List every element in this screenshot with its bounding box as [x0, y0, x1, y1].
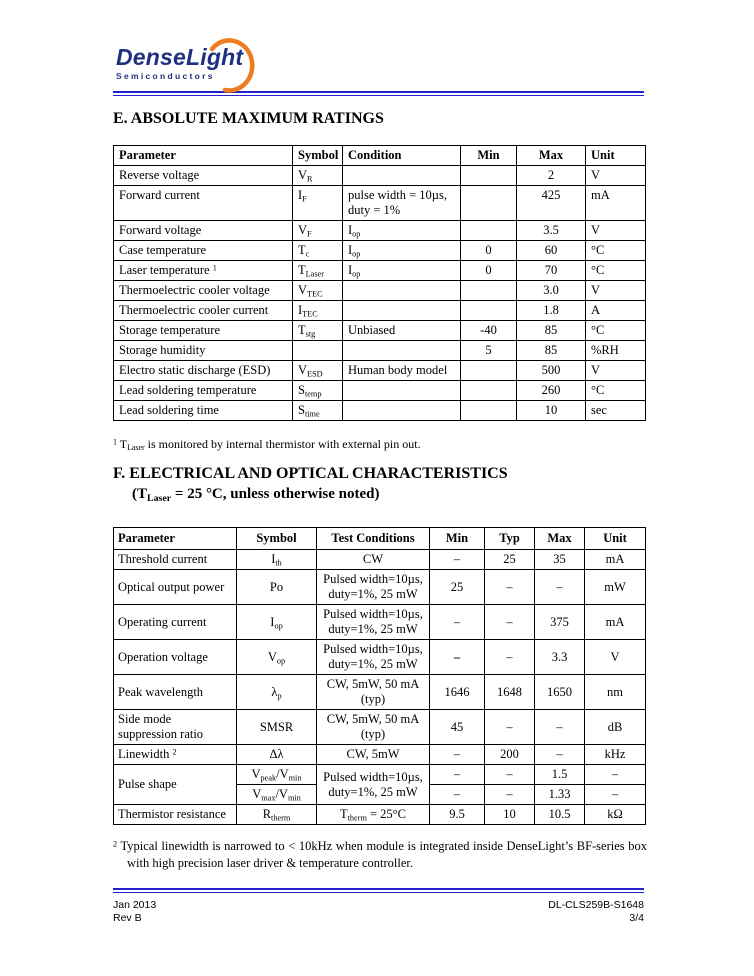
cell: kΩ: [585, 805, 646, 825]
table-row: [114, 166, 646, 186]
cell: 70: [517, 261, 586, 281]
logo-tagline-text: Semiconductors: [116, 71, 215, 81]
cell: Unbiased: [343, 321, 461, 341]
cell: sec: [586, 401, 646, 421]
section-f-subtitle: ($T_{Laser} = 25$ °C, unless otherwise noted): [132, 486, 380, 504]
footer-revision: Rev B: [113, 912, 142, 924]
cell: V: [585, 640, 646, 675]
cell: –: [535, 710, 585, 745]
cell: 1.5: [535, 765, 585, 785]
cell: pulse width = 10µs, duty = 1%: [343, 186, 461, 221]
cell: CW, 5mW: [317, 745, 430, 765]
cell: [343, 301, 461, 321]
column-header: Typ: [485, 528, 535, 550]
cell: 60: [517, 241, 586, 261]
cell: 1.33: [535, 785, 585, 805]
cell: Thermistor resistance: [114, 805, 237, 825]
column-header: Min: [430, 528, 485, 550]
cell: 500: [517, 361, 586, 381]
electrical-optical-characteristics-table: [113, 527, 646, 825]
table-row: [114, 186, 646, 221]
table-row: [114, 381, 646, 401]
cell: [293, 341, 343, 361]
cell: dB: [585, 710, 646, 745]
cell: CW, 5mW, 50 mA (typ): [317, 710, 430, 745]
cell: V: [586, 281, 646, 301]
cell: 3.0: [517, 281, 586, 301]
column-header: Parameter: [114, 528, 237, 550]
cell: –: [430, 785, 485, 805]
cell: Forward current: [114, 186, 293, 221]
cell: CW, 5mW, 50 mA (typ): [317, 675, 430, 710]
table-row: [114, 301, 646, 321]
table-row: [114, 321, 646, 341]
table-row: [114, 745, 646, 765]
cell: mA: [586, 186, 646, 221]
cell: Laser temperature $^1$: [114, 261, 293, 281]
page-footer: [113, 899, 644, 925]
footer-doc-number: DL-CLS259B-S1648: [548, 899, 644, 911]
header-row: [114, 146, 646, 166]
cell: 85: [517, 321, 586, 341]
cell: CW: [317, 550, 430, 570]
table-row: [114, 241, 646, 261]
cell: Side mode suppression ratio: [114, 710, 237, 745]
cell: –: [585, 765, 646, 785]
cell: 1650: [535, 675, 585, 710]
column-header: Condition: [343, 146, 461, 166]
table-row: [114, 361, 646, 381]
cell: Peak wavelength: [114, 675, 237, 710]
cell: Forward voltage: [114, 221, 293, 241]
column-header: Max: [517, 146, 586, 166]
cell: 9.5: [430, 805, 485, 825]
cell: Operation voltage: [114, 640, 237, 675]
cell: 0: [461, 241, 517, 261]
cell: SMSR: [237, 710, 317, 745]
cell: [461, 401, 517, 421]
cell: V: [586, 361, 646, 381]
column-header: Parameter: [114, 146, 293, 166]
cell: $T_{stg}$: [293, 321, 343, 341]
cell: 2: [517, 166, 586, 186]
cell: –: [485, 785, 535, 805]
cell: Lead soldering temperature: [114, 381, 293, 401]
cell: $V_{op}$: [237, 640, 317, 675]
cell: Thermoelectric cooler voltage: [114, 281, 293, 301]
cell: [343, 341, 461, 361]
cell: 375: [535, 605, 585, 640]
cell: –: [430, 605, 485, 640]
table-row: [114, 341, 646, 361]
table-row: [114, 570, 646, 605]
column-header: Test Conditions: [317, 528, 430, 550]
cell: mA: [585, 550, 646, 570]
footnote-2: $^2$ Typical linewidth is narrowed to < 10kHz when module is integrated inside DenseLight’s BF-series box with high precision laser driver & temperature controller.: [113, 839, 647, 870]
cell: $I_{TEC}$: [293, 301, 343, 321]
cell: Storage humidity: [114, 341, 293, 361]
footer-right: [548, 899, 644, 925]
table-row: [114, 261, 646, 281]
table-row: [114, 805, 646, 825]
cell: $T_{Laser}$: [293, 261, 343, 281]
column-header: Max: [535, 528, 585, 550]
cell: –: [485, 765, 535, 785]
cell: 1648: [485, 675, 535, 710]
cell: $V_{TEC}$: [293, 281, 343, 301]
cell: [461, 221, 517, 241]
cell: Case temperature: [114, 241, 293, 261]
cell: Human body model: [343, 361, 461, 381]
cell: °C: [586, 321, 646, 341]
cell: Lead soldering time: [114, 401, 293, 421]
cell: $I_{op}$: [343, 241, 461, 261]
cell: V: [586, 221, 646, 241]
cell: Pulsed width=10µs, duty=1%, 25 mW: [317, 605, 430, 640]
cell: $T_c$: [293, 241, 343, 261]
cell: –: [430, 745, 485, 765]
table-row: [114, 765, 646, 785]
header-row: [114, 528, 646, 550]
cell: mW: [585, 570, 646, 605]
cell: $I_{op}$: [343, 261, 461, 281]
cell: Pulsed width=10µs, duty=1%, 25 mW: [317, 765, 430, 805]
section-f-title: F. ELECTRICAL AND OPTICAL CHARACTERISTICS: [113, 465, 508, 482]
cell: °C: [586, 241, 646, 261]
cell: $V_{peak}/V_{min}$: [237, 765, 317, 785]
logo: [116, 44, 286, 94]
cell: Operating current: [114, 605, 237, 640]
cell: Reverse voltage: [114, 166, 293, 186]
cell: [461, 281, 517, 301]
footer-left: [113, 899, 156, 925]
cell: [343, 281, 461, 301]
cell: –: [585, 785, 646, 805]
cell: Pulsed width=10µs, duty=1%, 25 mW: [317, 570, 430, 605]
cell: Pulse shape: [114, 765, 237, 805]
cell: $S_{temp}$: [293, 381, 343, 401]
cell: 3.3: [535, 640, 585, 675]
cell: $V_{max}/V_{min}$: [237, 785, 317, 805]
cell: Δλ: [237, 745, 317, 765]
column-header: Unit: [585, 528, 646, 550]
cell: -40: [461, 321, 517, 341]
cell: $\lambda_p$: [237, 675, 317, 710]
cell: 10: [485, 805, 535, 825]
column-header: Symbol: [237, 528, 317, 550]
cell: [343, 401, 461, 421]
cell: Optical output power: [114, 570, 237, 605]
horizontal-rule-bottom: [113, 888, 644, 893]
table-row: [114, 710, 646, 745]
cell: Threshold current: [114, 550, 237, 570]
cell: Electro static discharge (ESD): [114, 361, 293, 381]
cell: 0: [461, 261, 517, 281]
cell: 25: [485, 550, 535, 570]
table-row: [114, 550, 646, 570]
cell: –: [485, 710, 535, 745]
column-header: Symbol: [293, 146, 343, 166]
cell: $R_{therm}$: [237, 805, 317, 825]
cell: kHz: [585, 745, 646, 765]
cell: 1646: [430, 675, 485, 710]
cell: mA: [585, 605, 646, 640]
column-header: Unit: [586, 146, 646, 166]
cell: A: [586, 301, 646, 321]
table-row: [114, 605, 646, 640]
absolute-maximum-ratings-table: [113, 145, 646, 421]
cell: 45: [430, 710, 485, 745]
cell: –: [430, 765, 485, 785]
cell: Storage temperature: [114, 321, 293, 341]
cell: $I_F$: [293, 186, 343, 221]
cell: [343, 166, 461, 186]
cell: [461, 186, 517, 221]
cell: $V_{ESD}$: [293, 361, 343, 381]
cell: [461, 301, 517, 321]
cell: [461, 381, 517, 401]
cell: Thermoelectric cooler current: [114, 301, 293, 321]
table-row: [114, 221, 646, 241]
cell: °C: [586, 261, 646, 281]
logo-brand-text: DenseLight: [116, 44, 244, 70]
cell: 85: [517, 341, 586, 361]
cell: [461, 166, 517, 186]
cell: –: [485, 605, 535, 640]
cell: $I_{th}$: [237, 550, 317, 570]
cell: Pulsed width=10µs, duty=1%, 25 mW: [317, 640, 430, 675]
cell: –: [485, 640, 535, 675]
cell: 25: [430, 570, 485, 605]
table-row: [114, 640, 646, 675]
cell: $I_{op}$: [343, 221, 461, 241]
cell: [343, 381, 461, 401]
cell: $S_{time}$: [293, 401, 343, 421]
cell: nm: [585, 675, 646, 710]
section-e-title: E. ABSOLUTE MAXIMUM RATINGS: [113, 110, 384, 127]
horizontal-rule-top: [113, 91, 644, 96]
cell: Linewidth $^2$: [114, 745, 237, 765]
cell: [461, 361, 517, 381]
cell: –: [535, 745, 585, 765]
cell: $I_{op}$: [237, 605, 317, 640]
cell: Po: [237, 570, 317, 605]
cell: –: [485, 570, 535, 605]
table-row: [114, 281, 646, 301]
cell: –: [430, 640, 485, 675]
column-header: Min: [461, 146, 517, 166]
cell: 200: [485, 745, 535, 765]
footnote-1: $^1$ $T_{Laser}$ is monitored by internal thermistor with external pin out.: [113, 437, 421, 453]
cell: 10: [517, 401, 586, 421]
cell: 425: [517, 186, 586, 221]
cell: 35: [535, 550, 585, 570]
table-row: [114, 401, 646, 421]
cell: %RH: [586, 341, 646, 361]
cell: –: [535, 570, 585, 605]
cell: –: [430, 550, 485, 570]
cell: $T_{therm} = 25^\circ C$: [317, 805, 430, 825]
cell: $V_R$: [293, 166, 343, 186]
cell: °C: [586, 381, 646, 401]
cell: V: [586, 166, 646, 186]
cell: $V_F$: [293, 221, 343, 241]
table-row: [114, 675, 646, 710]
cell: 260: [517, 381, 586, 401]
cell: 1.8: [517, 301, 586, 321]
cell: 5: [461, 341, 517, 361]
cell: 10.5: [535, 805, 585, 825]
cell: 3.5: [517, 221, 586, 241]
footer-date: Jan 2013: [113, 899, 157, 911]
section-f-heading: [113, 464, 508, 504]
footer-page-number: 3/4: [629, 912, 644, 924]
